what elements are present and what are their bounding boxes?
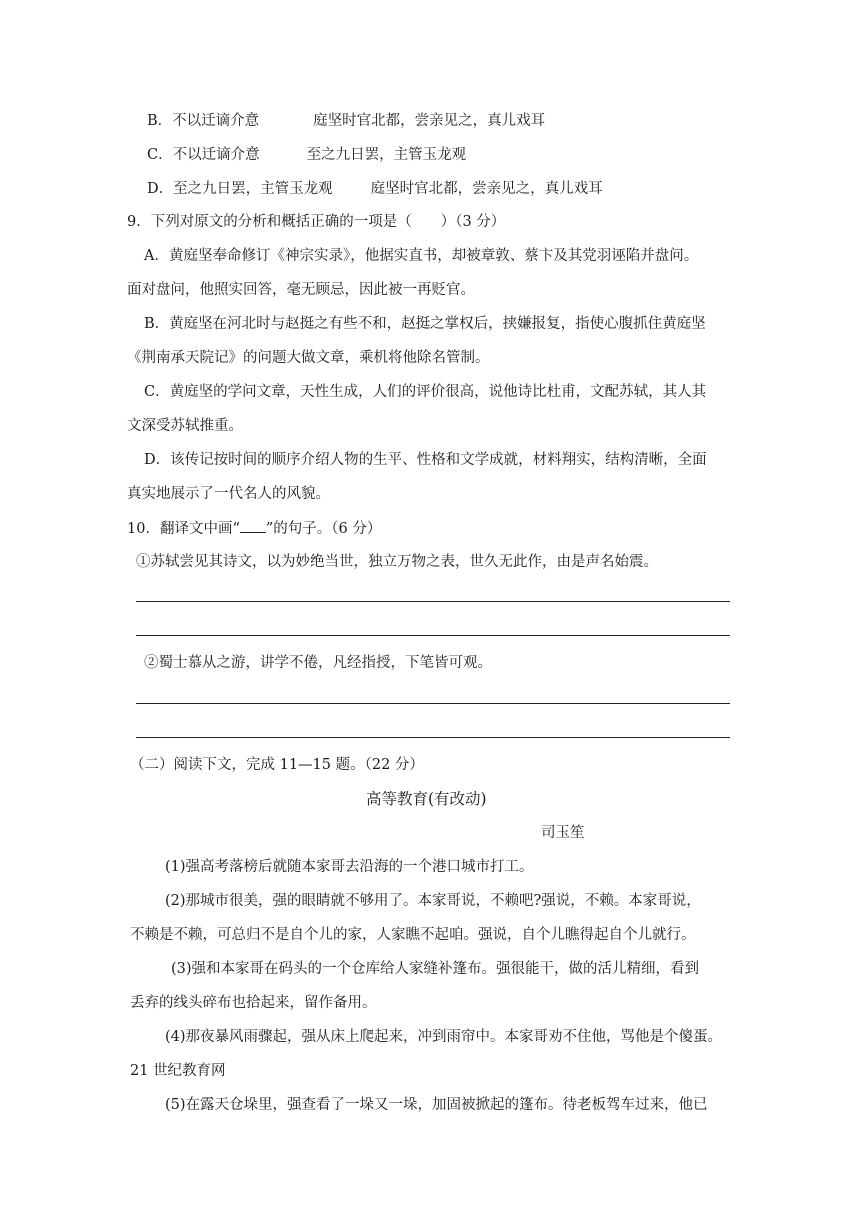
q8-option-b [147, 111, 545, 131]
q10-sentence-1: ①苏轼尝见其诗文，以为妙绝当世，独立万物之表，世久无此作，由是声名始震。 [136, 554, 658, 570]
paragraph-4-line1: (4)那夜暴风雨骤起，强从床上爬起来，冲到雨帘中。本家哥劝不住他，骂他是个傻蛋。 [165, 1029, 723, 1045]
q8-option-c-label: C．不以迁谪介意 [147, 147, 260, 163]
q9-option-c-line1: C．黄庭坚的学问文章，天性生成，人们的评价很高，说他诗比杜甫，文配苏轼，其人其 [144, 384, 707, 400]
q10-sentence-2: ②蜀士慕从之游，讲学不倦，凡经指授，下笔皆可观。 [144, 655, 492, 671]
article-title: 高等教育(有改动) [366, 790, 487, 808]
paragraph-5-line1: (5)在露天仓垛里，强查看了一垛又一垛，加固被掀起的篷布。待老板驾车过来，他已 [165, 1097, 708, 1113]
q8-option-c-right: 至之九日罢，主管玉龙观 [306, 147, 467, 163]
q9-option-a-line1: A．黄庭坚奉命修订《神宗实录》，他据实直书，却被章敦、蔡卞及其党羽诬陷并盘问。 [144, 248, 699, 264]
q9-option-c-line2: 文深受苏轼推重。 [127, 418, 243, 434]
q9-option-b-line2: 《荆南承天院记》的问题大做文章，乘机将他除名管制。 [127, 350, 490, 366]
q9-stem: 9．下列对原文的分析和概括正确的一项是（ ）（3 分） [127, 214, 506, 230]
paragraph-1: (1)强高考落榜后就随本家哥去沿海的一个港口城市打工。 [165, 859, 534, 875]
paragraph-3-line2: 丢弃的线头碎布也拾起来，留作备用。 [130, 995, 377, 1011]
q8-option-d-right: 庭坚时官北都，尝亲见之，真儿戏耳 [370, 181, 603, 197]
answer-line[interactable] [136, 737, 730, 738]
answer-line[interactable] [136, 635, 730, 636]
answer-line[interactable] [136, 703, 730, 704]
q8-option-d [147, 179, 603, 199]
underline-blank [240, 518, 266, 533]
q8-option-c [147, 145, 466, 165]
q9-option-b-line1: B．黄庭坚在河北时与赵挺之有些不和，赵挺之掌权后，挟嫌报复，指使心腹抓住黄庭坚 [144, 316, 706, 332]
q9-option-a-line2: 面对盘问，他照实回答，毫无顾忌，因此被一再贬官。 [127, 282, 475, 298]
q10-stem-prefix: 10．翻译文中画“ [127, 521, 240, 537]
paragraph-2-line2: 不赖是不赖，可总归不是自个儿的家，人家瞧不起咱。强说，自个儿瞧得起自个儿就行。 [130, 927, 696, 943]
q9-option-d-line1: D．该传记按时间的顺序介绍人物的生平、性格和文学成就，材料翔实，结构清晰，全面 [144, 452, 707, 468]
paragraph-2-line1: (2)那城市很美，强的眼睛就不够用了。本家哥说，不赖吧?强说，不赖。本家哥说， [165, 893, 701, 909]
q10-stem-suffix: ”的句子。（6 分） [265, 521, 382, 537]
q10-stem [127, 518, 381, 539]
section-header: （二）阅读下文，完成 11—15 题。（22 分） [130, 757, 424, 773]
q8-option-b-right: 庭坚时官北都，尝亲见之，真儿戏耳 [313, 113, 546, 129]
paragraph-4-line2: 21 世纪教育网 [130, 1063, 226, 1079]
q8-option-b-label: B．不以迁谪介意 [147, 113, 260, 129]
q9-option-d-line2: 真实地展示了一代名人的风貌。 [127, 486, 330, 502]
article-author: 司玉笙 [541, 825, 585, 841]
q8-option-d-label: D．至之九日罢，主管玉龙观 [147, 181, 333, 197]
answer-line[interactable] [136, 601, 730, 602]
paragraph-3-line1: (3)强和本家哥在码头的一个仓库给人家缝补篷布。强很能干，做的活儿精细，看到 [171, 961, 700, 977]
